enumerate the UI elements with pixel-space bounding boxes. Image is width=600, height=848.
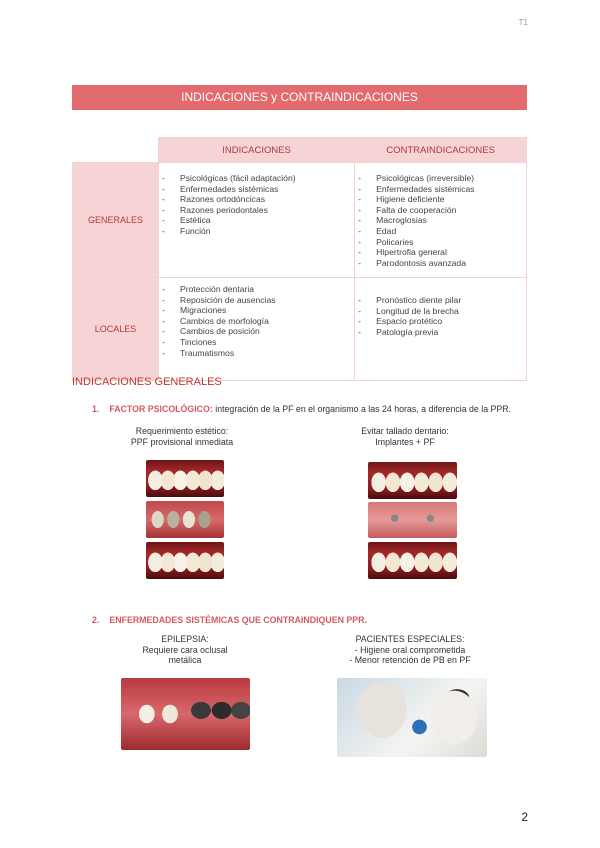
cell-generales-indicaciones: [159, 163, 355, 278]
list-item: - Migraciones: [180, 305, 353, 316]
list: [160, 284, 353, 358]
list-item: - Hipertrofia general: [376, 247, 525, 258]
photo-dental-clinic: [337, 678, 487, 757]
list-item: - Función: [180, 226, 353, 237]
list-item: - Razones ortodóncicas: [180, 194, 353, 205]
caption-line: metálica: [168, 655, 202, 666]
indications-table: [72, 137, 527, 381]
caption-line: - Higiene oral comprometida: [354, 644, 466, 655]
caption-line: Requerimiento estético:: [135, 426, 229, 436]
photo-teeth-provisional-3: [146, 542, 224, 579]
photo-teeth-implant-2: [368, 502, 457, 538]
list-item: - Razones periodontales: [180, 205, 353, 216]
section-title: INDICACIONES GENERALES: [72, 376, 222, 388]
caption-line: EPILEPSIA:: [161, 634, 209, 644]
list-item: - Psicológicas (fácil adaptación): [180, 173, 353, 184]
list: [356, 295, 525, 337]
list-item: - Patología previa: [376, 327, 525, 338]
item-factor-psicologico: [92, 404, 511, 414]
item-number: 2.: [92, 615, 100, 625]
list-item: - Cambios de posición: [180, 326, 353, 337]
caption-line: Requiere cara oclusal: [142, 644, 228, 655]
photo-metal-occlusal: [121, 678, 250, 750]
caption-line: PPF provisional inmediata: [130, 436, 234, 447]
col-header-contraindicaciones: CONTRAINDICACIONES: [355, 138, 527, 163]
list-item: - Espacio protético: [376, 316, 525, 327]
list-item: - Pronóstico diente pilar: [376, 295, 525, 306]
list-item: - Traumatismos: [180, 348, 353, 359]
col-header-indicaciones: INDICACIONES: [159, 138, 355, 163]
row-header-generales: GENERALES: [73, 163, 159, 278]
caption-line: - Menor retención de PB en PF: [349, 655, 471, 666]
item-heading: FACTOR PSICOLÓGICO:: [109, 404, 213, 414]
list-item: - Estética: [180, 215, 353, 226]
list-item: - Reposición de ausencias: [180, 295, 353, 306]
caption-pacientes-especiales: [335, 634, 485, 666]
cell-locales-indicaciones: [159, 278, 355, 381]
cell-locales-contraindicaciones: [355, 278, 527, 381]
caption-requerimiento-estetico: [122, 426, 242, 447]
photo-teeth-implant-3: [368, 542, 457, 579]
list-item: - Protección dentaria: [180, 284, 353, 295]
caption-epilepsia: [125, 634, 245, 666]
cell-generales-contraindicaciones: [355, 163, 527, 278]
item-number: 1.: [92, 404, 100, 414]
list-item: - Psicológicas (irreversible): [376, 173, 525, 184]
list: [160, 173, 353, 237]
list-item: - Falta de cooperación: [376, 205, 525, 216]
item-heading: ENFERMEDADES SISTÉMICAS QUE CONTRAINDIQUEN PPR.: [109, 615, 367, 625]
list: [356, 173, 525, 268]
page-title-banner: INDICACIONES y CONTRAINDICACIONES: [72, 85, 527, 110]
item-text: integración de la PF en el organismo a las 24 horas, a diferencia de la PPR.: [212, 404, 512, 414]
caption-line: Evitar tallado dentario:: [361, 426, 449, 436]
caption-line: PACIENTES ESPECIALES:: [355, 634, 465, 644]
header-code: T1: [518, 18, 528, 27]
list-item: - Tinciones: [180, 337, 353, 348]
table-corner: [73, 138, 159, 163]
list-item: - Enfermedades sistémicas: [180, 184, 353, 195]
photo-teeth-provisional-1: [146, 460, 224, 497]
page-number: 2: [521, 810, 528, 824]
list-item: - Edad: [376, 226, 525, 237]
photo-teeth-implant-1: [368, 462, 457, 499]
photo-teeth-provisional-2: [146, 501, 224, 538]
caption-evitar-tallado: [345, 426, 465, 447]
caption-line: Implantes + PF: [375, 436, 435, 447]
list-item: - Cambios de morfología: [180, 316, 353, 327]
list-item: - Parodontosis avanzada: [376, 258, 525, 269]
list-item: - Policaries: [376, 237, 525, 248]
list-item: - Enfermedades sistémicas: [376, 184, 525, 195]
list-item: - Higiene deficiente: [376, 194, 525, 205]
list-item: - Macroglosias: [376, 215, 525, 226]
item-enfermedades-sistemicas: [92, 615, 367, 625]
row-header-locales: LOCALES: [73, 278, 159, 381]
list-item: - Longitud de la brecha: [376, 306, 525, 317]
